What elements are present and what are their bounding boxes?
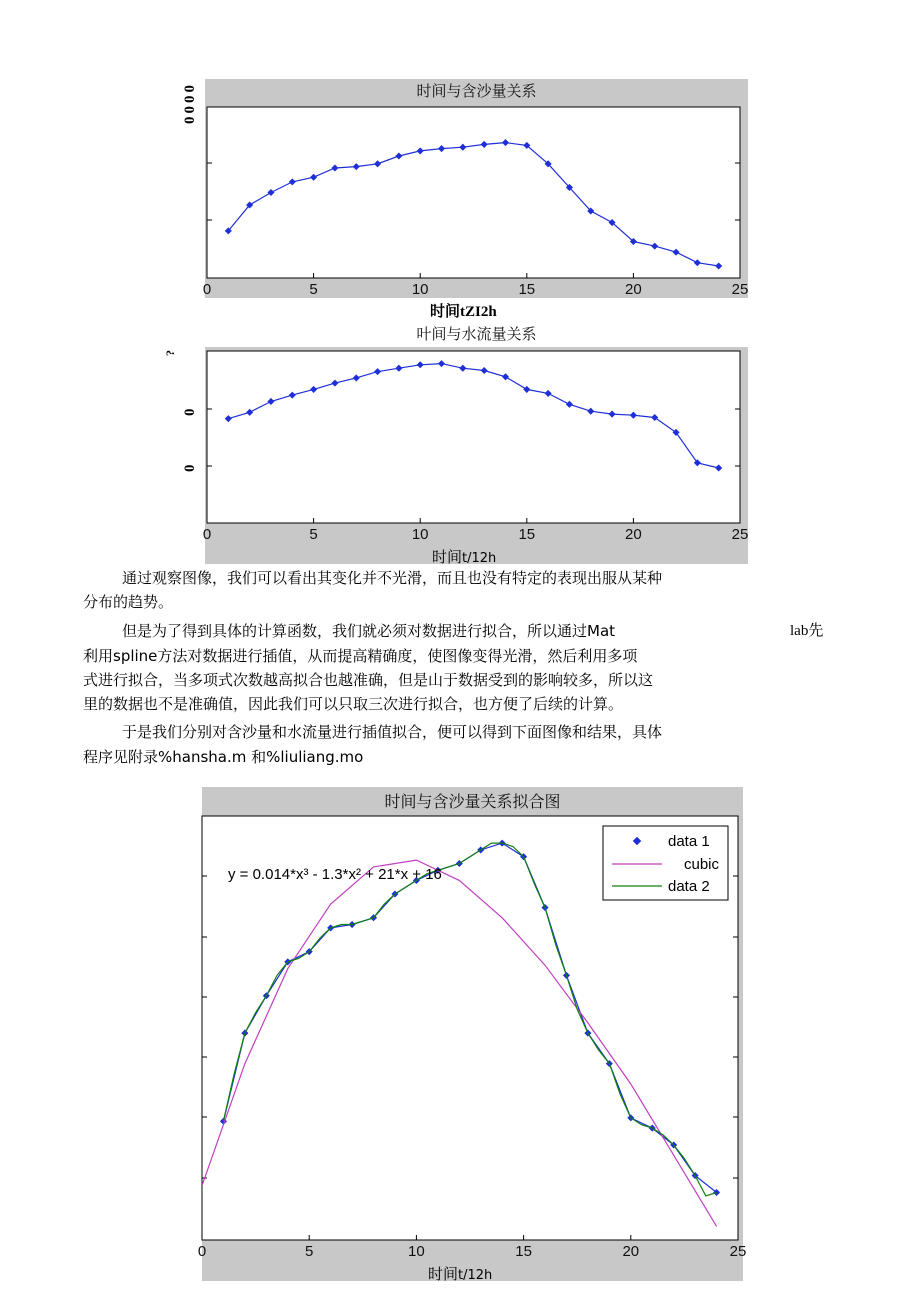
legend [603, 826, 728, 900]
x-tick-label: 15 [518, 281, 536, 298]
x-tick-label: 15 [518, 526, 536, 543]
x-tick-label: 25 [729, 1243, 747, 1260]
paragraph-1-line-2: 分布的趋势。 [83, 593, 174, 611]
paragraph-2-line-3: 式进行拟合，当多项式次数越高拟合也越准确，但是山于数据受到的影响较多，所以这 [83, 671, 654, 689]
chart2-title: 叶间与水流量关系 [416, 325, 537, 343]
paragraph-2-line-4: 里的数据也不是准确值，因此我们可以只取三次进行拟合，也方便了后续的计算。 [83, 695, 624, 713]
legend-label: data 2 [668, 878, 710, 895]
x-tick-label: 10 [408, 1243, 425, 1260]
paragraph-2-line-1b: lab先 [790, 623, 824, 639]
legend-label: data 1 [668, 833, 710, 850]
paragraph-2-line-1a: 但是为了得到具体的计算函数，我们就必须对数据进行拟合，所以通过Mat [122, 622, 616, 640]
x-tick-label: 10 [411, 281, 429, 298]
x-tick-label: 5 [305, 1243, 314, 1260]
x-tick-label: 0 [197, 1243, 207, 1260]
fit-equation: y = 0.014*x³ - 1.3*x² + 21*x + 16 [228, 866, 442, 883]
chart2-ylabel-1: ? [163, 350, 177, 356]
x-tick-label: 20 [625, 281, 642, 298]
x-tick-label: 0 [202, 526, 212, 543]
x-tick-label: 25 [731, 526, 749, 543]
paragraph-2-line-2: 利用spline方法对数据进行插值，从而提高精确度，使图像变得光滑，然后利用多项 [83, 647, 638, 665]
paragraph-3-line-2: 程序见附录%hansha.m 和%liuliang.mo [83, 748, 364, 766]
x-tick-label: 5 [309, 281, 318, 298]
paragraph-1-line-1: 通过观察图像，我们可以看出其变化并不光滑，而且也没有特定的表现出服从某种 [122, 569, 663, 587]
x-tick-label: 20 [625, 526, 642, 543]
chart1-xlabel: 时间tZI2h [430, 304, 497, 320]
chart2-ylabel-3: 0 [182, 464, 198, 472]
x-tick-label: 25 [731, 281, 749, 298]
x-tick-label: 15 [515, 1243, 532, 1260]
x-tick-label: 5 [309, 526, 318, 543]
chart1-title: 时间与含沙量关系 [416, 82, 537, 100]
chart3-title: 时间与含沙量关系拟合图 [384, 792, 561, 811]
x-tick-label: 0 [202, 281, 212, 298]
chart3-xlabel: 时间t/12h [428, 1265, 493, 1283]
x-tick-label: 10 [411, 526, 429, 543]
chart2-ylabel-2: 0 [182, 408, 198, 416]
legend-label: cubic [684, 856, 720, 873]
chart2-xlabel: 时间t/12h [432, 548, 497, 566]
chart1-ylabel: 0000 [182, 82, 198, 124]
paragraph-3-line-1: 于是我们分别对含沙量和水流量进行插值拟合，便可以得到下面图像和结果，具体 [122, 723, 663, 741]
x-tick-label: 20 [622, 1243, 640, 1260]
